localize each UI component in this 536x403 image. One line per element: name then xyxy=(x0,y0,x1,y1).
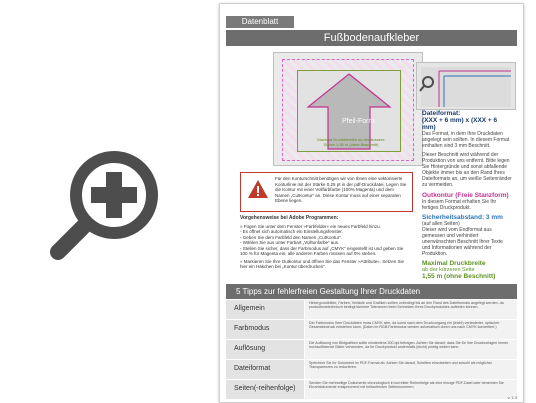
tip-row xyxy=(226,340,517,359)
tips-table xyxy=(226,300,517,400)
format-value: (XXX + 6 mm) x (XXX + 6 mm) xyxy=(422,117,498,131)
tips-heading: 5 Tipps zur fehlerfreien Gestaltung Ihrer Druckdaten xyxy=(226,284,517,299)
max-value: 1,55 m (ohne Beschnitt) xyxy=(422,273,496,280)
datasheet-preview xyxy=(219,3,524,403)
tip-row xyxy=(226,300,517,319)
tip-row xyxy=(226,320,517,339)
tip-label: Farbmodus xyxy=(226,320,304,339)
max-print-note: Maximal Druckbereich so der äussere Sicher 1,55 m (ohne Beschnitt) xyxy=(317,137,385,147)
tip-text: Senden Sie mehrseitige Dokumente chronologisch in korrekter Reihenfolge als eine einzige PDF-Datei oder benennen Sie Einzeldokumente entsprechend mit fortlaufenden Seitennummern. xyxy=(305,380,517,399)
tip-label: Auflösung xyxy=(226,340,304,359)
datasheet-tab: Datenblatt xyxy=(226,16,294,28)
arrow-label: Pfeil-Form xyxy=(342,118,375,125)
zoom-in-icon[interactable] xyxy=(42,138,182,268)
instruction-line: » Markieren Sie Ihre Outkontur und öffnen Sie das Fenster »Attribute«. Setzen Sie hier ein Häkchen bei „Kontur überdrucken“. xyxy=(240,258,405,269)
instruction-line: - Wählen Sie aus unter Farbart „Volltonfarbe“ aus. xyxy=(240,240,340,245)
warning-icon xyxy=(247,179,269,199)
safety-heading: Sicherheitsabstand: 3 mm xyxy=(422,214,503,221)
format-text-2: Dieser Beschnitt wird während der Produktion von uns entfernt. Bitte legen Sie Hintergründe und sonst abfallende Objekte immer bis an den Rand Ihres Dateiformats an, um weiße Seitenränder zu vermeiden. xyxy=(422,152,512,188)
warning-box xyxy=(240,172,413,212)
format-text: Das Format, in dem Ihre Druckdaten angelegt sein sollten. In diesem Format enthalten sind 3 mm Beschnitt. xyxy=(422,131,510,149)
instruction-line: » Fügen Sie unter dem Fenster »Farbfelder« ein neues Farbfeld hinzu. xyxy=(240,223,381,229)
format-heading: Dateiformat: xyxy=(422,110,461,117)
instruction-line: - Stellen Sie sicher, dass der Farbmodus auf „CMYK“ eingestellt ist und geben Sie 100 % für Magenta ein, alle anderen Farben müssen auf 0% stehen. xyxy=(240,245,404,256)
instruction-line: - Geben Sie dem Farbfeld den Namen „CutKontur“. xyxy=(240,234,343,240)
safety-text: Dieser wird vom Endformat aus gemessen und verhindert unerwünschten Beschnitt Ihrer Texte und Informationen während der Produktion. xyxy=(422,227,503,257)
format-frame-icon xyxy=(417,63,515,109)
max-heading: Maximal Druckbreite xyxy=(422,260,486,267)
outline-heading: Outkontur (Freie Stanzform) xyxy=(422,192,509,199)
tip-text: Die Auflösung von Bildgrafiken sollte mindestens 300 dpi betragen. Achten Sie darauf, dass Sie für Ihre Druckvorlagen immer hochauflösende Bilder verwenden, da Ihr Druckprodukt andernfalls (leicht) pixelig wirken kann. xyxy=(305,340,517,359)
tip-text: Hintergrundbilder, Farben, Verläufe und Grafiken sollten unbedingt bis an den Rand des Dateiformats angelegt werden, da produktionstechnisch bedingt kleinere Toleranzen beim Schneiden Ihres Druckproduktes auftreten können. xyxy=(305,300,517,319)
tip-row xyxy=(226,380,517,399)
safe-area xyxy=(297,70,401,152)
outline-text: In diesem Format erhalten Sie Ihr fertiges Druckprodukt. xyxy=(422,199,497,211)
page-title: Fußbodenaufkleber xyxy=(226,30,517,46)
bleed-area xyxy=(282,59,414,161)
tip-label: Dateiformat xyxy=(226,360,304,379)
version-label: v. 1.3 xyxy=(507,395,517,400)
instructions-heading: Vorgehensweise bei Adobe Programmen: xyxy=(240,215,339,221)
tip-label: Seiten(-reihenfolge) xyxy=(226,380,304,399)
tip-text: Speichern Sie Ihr Dokument im PDF-Format ab. Achten Sie darauf, Schriften einzubetten und sowohl als möglichst Transparenzen zu reduzieren. xyxy=(305,360,517,379)
adobe-instructions xyxy=(240,216,410,270)
warning-text: Für den Konturschnitt benötigen wir von Ihnen eine vektorisierte Konturlinie mit der Stärke 0,25 pt in der pdf-Druckdatei. Legen Sie die Kontur mit einer Vollfarbfarbe (100% Magenta) und dem Namen „CutKontur“ an. Diese Kontur muss auf einer separaten Ebene liegen. xyxy=(275,176,407,203)
tip-text: Der Farbmodus Ihrer Druckdaten muss CMYK sein, da sonst nach dem Druckvorgang ein (leicht) veränderter, optischer Gesamteindruck entstehen kann. (Daten im RGB-Farbmodus werden automatisch durch uns nach CMYK konvertiert.) xyxy=(305,320,517,339)
format-info xyxy=(422,110,512,280)
tip-label: Allgemein xyxy=(226,300,304,319)
max-sub: ab der kürzeren Seite xyxy=(422,267,475,273)
instruction-line: - Es öffnet sich automatisch ein Einstellungsfenster. xyxy=(240,229,343,234)
artwork-diagram xyxy=(273,52,423,166)
tip-row xyxy=(226,360,517,379)
format-diagram xyxy=(416,62,516,110)
safety-sub: (auf allen Seiten) xyxy=(422,221,460,227)
